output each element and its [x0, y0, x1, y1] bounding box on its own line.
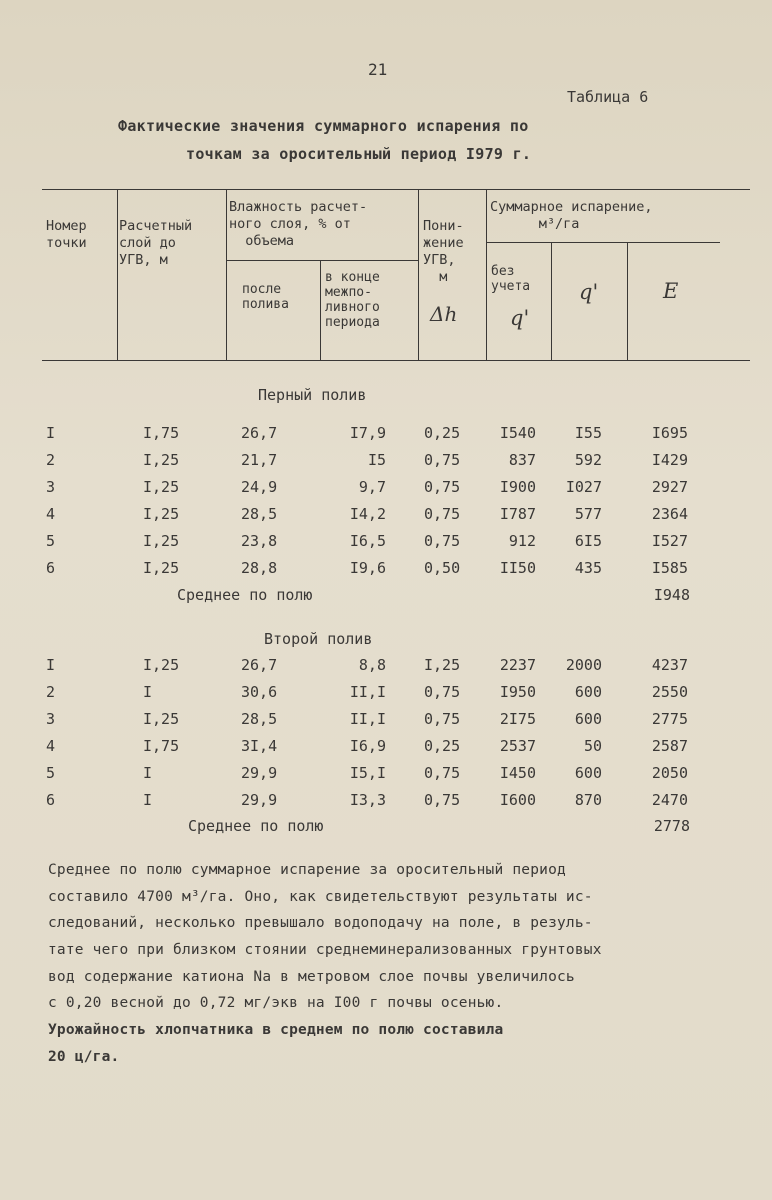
table-cell: 2 [46, 683, 56, 701]
table-cell: 21,7 [241, 451, 278, 469]
paragraph-line: составило 4700 м³/га. Оно, как свидетельствуют результаты ис- [48, 889, 593, 905]
table-cell: I,25 [143, 559, 180, 577]
header-calc-layer: Расчетный слой до УГВ, м [119, 218, 193, 268]
table-cell: I,25 [143, 656, 180, 674]
table-cell: I600 [499, 791, 536, 809]
table-cell: I7,9 [349, 424, 386, 442]
table-cell: II50 [499, 559, 536, 577]
table-cell: I,25 [143, 505, 180, 523]
section-average-value-2: 2778 [653, 817, 690, 835]
table-cell: I5,I [349, 764, 386, 782]
table-cell: 837 [508, 451, 536, 469]
paragraph-line: 20 ц/га. [48, 1049, 120, 1065]
table-cell: 2237 [499, 656, 536, 674]
table-cell: 0,75 [424, 532, 461, 550]
table-title-line-1: Фактические значения суммарного испарения по [118, 117, 529, 135]
header-total-evaporation: Суммарное испарение, м³/га [490, 199, 653, 232]
table-cell: 30,6 [241, 683, 278, 701]
table-cell: 2470 [651, 791, 688, 809]
table-cell: I695 [651, 424, 688, 442]
table-top-rule [42, 189, 750, 190]
header-after-watering: после полива [242, 282, 289, 312]
table-cell: 2 [46, 451, 56, 469]
table-cell: I450 [499, 764, 536, 782]
table-cell: 2775 [651, 710, 688, 728]
subheader-rule-evaporation [487, 242, 720, 243]
table-cell: I6,9 [349, 737, 386, 755]
q-prime-symbol: q' [510, 306, 530, 330]
table-cell: 2550 [651, 683, 688, 701]
column-divider [320, 260, 321, 360]
table-cell: 4 [46, 737, 56, 755]
table-title-line-2: точкам за оросительный период I979 г. [186, 145, 532, 163]
table-cell: 6I5 [574, 532, 602, 550]
section-average-label-2: Среднее по полю [188, 817, 324, 835]
table-cell: 870 [574, 791, 602, 809]
section-average-value-1: I948 [653, 586, 690, 604]
table-cell: I9,6 [349, 559, 386, 577]
table-cell: 2587 [651, 737, 688, 755]
table-cell: I527 [651, 532, 688, 550]
table-cell: I4,2 [349, 505, 386, 523]
table-cell: 0,75 [424, 451, 461, 469]
table-cell: 2050 [651, 764, 688, 782]
paragraph-line: следований, несколько превышало водоподачу на поле, в резуль- [48, 915, 593, 931]
column-divider [117, 189, 118, 360]
column-divider [486, 189, 487, 360]
table-cell: 5 [46, 532, 56, 550]
column-divider [627, 242, 628, 360]
table-cell: 4237 [651, 656, 688, 674]
column-divider [551, 242, 552, 360]
table-cell: 6 [46, 791, 56, 809]
table-cell: 2927 [651, 478, 688, 496]
header-end-of-period: в конце межпо- ливного периода [325, 270, 380, 330]
page-number: 21 [368, 60, 388, 79]
table-cell: 29,9 [241, 764, 278, 782]
table-cell: I429 [651, 451, 688, 469]
table-cell: 0,75 [424, 505, 461, 523]
table-cell: 28,8 [241, 559, 278, 577]
table-cell: I55 [574, 424, 602, 442]
section-title-1: Перный полив [258, 386, 367, 404]
table-cell: 28,5 [241, 505, 278, 523]
paragraph-line: Среднее по полю суммарное испарение за оросительный период [48, 862, 566, 878]
section-title-2: Второй полив [264, 630, 373, 648]
table-cell: II,I [349, 683, 386, 701]
table-cell: 50 [583, 737, 602, 755]
table-cell: 3I,4 [241, 737, 278, 755]
table-cell: I3,3 [349, 791, 386, 809]
table-cell: 26,7 [241, 424, 278, 442]
table-cell: 0,50 [424, 559, 461, 577]
table-cell: I900 [499, 478, 536, 496]
table-cell: I [143, 791, 153, 809]
table-cell: 600 [574, 683, 602, 701]
header-gw-decrease: Пони- жение УГВ, м [423, 218, 464, 285]
table-cell: 2537 [499, 737, 536, 755]
table-cell: 24,9 [241, 478, 278, 496]
table-cell: 26,7 [241, 656, 278, 674]
table-cell: 0,75 [424, 710, 461, 728]
table-cell: I540 [499, 424, 536, 442]
table-cell: 2000 [565, 656, 602, 674]
table-cell: 3 [46, 478, 56, 496]
table-cell: II,I [349, 710, 386, 728]
table-cell: I5 [367, 451, 386, 469]
table-cell: 600 [574, 710, 602, 728]
table-cell: I,25 [424, 656, 461, 674]
section-average-label-1: Среднее по полю [177, 586, 313, 604]
header-point-number: Номер точки [46, 218, 87, 251]
header-humidity: Влажность расчет- ного слоя, % от объема [229, 199, 368, 249]
table-cell: 0,75 [424, 478, 461, 496]
table-cell: 6 [46, 559, 56, 577]
subheader-rule-humidity [227, 260, 419, 261]
paragraph-line: с 0,20 весной до 0,72 мг/экв на I00 г почвы осенью. [48, 995, 504, 1011]
table-cell: I,25 [143, 478, 180, 496]
table-cell: 592 [574, 451, 602, 469]
table-cell: 29,9 [241, 791, 278, 809]
table-cell: I,25 [143, 710, 180, 728]
table-cell: 0,25 [424, 737, 461, 755]
table-cell: 3 [46, 710, 56, 728]
table-cell: I,25 [143, 532, 180, 550]
table-cell: 0,75 [424, 683, 461, 701]
paragraph-line: тате чего при близком стоянии среднеминерализованных грунтовых [48, 942, 602, 958]
table-cell: I950 [499, 683, 536, 701]
table-cell: 435 [574, 559, 602, 577]
table-cell: 0,75 [424, 764, 461, 782]
paragraph-line: Урожайность хлопчатника в среднем по полю составила [48, 1022, 504, 1038]
table-cell: 912 [508, 532, 536, 550]
delta-h-symbol: Δh [430, 302, 458, 326]
table-cell: I [143, 683, 153, 701]
table-cell: I6,5 [349, 532, 386, 550]
header-bottom-rule [42, 360, 750, 361]
table-cell: I585 [651, 559, 688, 577]
table-cell: 9,7 [358, 478, 386, 496]
table-cell: 2I75 [499, 710, 536, 728]
q-prime-header: q' [579, 280, 599, 304]
table-cell: I787 [499, 505, 536, 523]
e-header: E [663, 279, 679, 303]
paragraph-line: вод содержание катиона Na в метровом слое почвы увеличилось [48, 969, 575, 985]
table-cell: I,75 [143, 737, 180, 755]
table-cell: 23,8 [241, 532, 278, 550]
table-cell: 5 [46, 764, 56, 782]
header-without-accounting: без учета [491, 264, 531, 294]
table-cell: I [46, 424, 56, 442]
table-cell: I,25 [143, 451, 180, 469]
table-cell: 8,8 [358, 656, 386, 674]
table-cell: 4 [46, 505, 56, 523]
table-cell: I027 [565, 478, 602, 496]
table-cell: I [143, 764, 153, 782]
table-cell: 2364 [651, 505, 688, 523]
table-cell: I,75 [143, 424, 180, 442]
column-divider [418, 189, 419, 360]
table-cell: 0,75 [424, 791, 461, 809]
table-label: Таблица 6 [567, 88, 649, 106]
table-cell: 577 [574, 505, 602, 523]
table-cell: 28,5 [241, 710, 278, 728]
column-divider [226, 189, 227, 360]
table-cell: 600 [574, 764, 602, 782]
table-cell: 0,25 [424, 424, 461, 442]
table-cell: I [46, 656, 56, 674]
